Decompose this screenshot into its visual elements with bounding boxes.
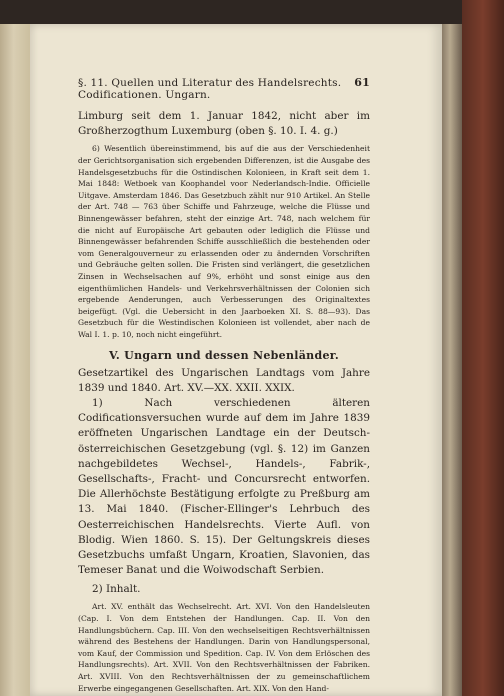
running-head (78, 76, 370, 101)
paragraph-contents-list: Art. XV. enthält das Wechselrecht. Art. XVI. Von den Handelsleuten (Cap. I. Von dem Entstehen der Handlungen. Cap. II. Von den Handlungsbüchern. Cap. III. Von den wechselseitigen Rechtsverhältnissen während des Bestehens der Handlungen. Darin von Handlungspersonal, vom Kauf, der Commission und Spedition. Cap. IV. Von dem Erlöschen des Handlungsrechts). Art. XVII. Von den Rechtsverhältnissen der Fabriken. Art. XVIII. Von den Rechtsverhältnissen der zu gemeinschaftlichem Erwerbe eingegangenen Gesellschaften. Art. XIX. Von den Hand- (78, 602, 370, 693)
paragraph-law-articles: Gesetzartikel des Ungarischen Landtags vom Jahre 1839 und 1840. Art. XV.—XX. XXII. XXIX. (78, 366, 370, 394)
page-content (78, 76, 370, 694)
page-number: 61 (354, 76, 370, 89)
paragraph-codification-history: 1) Nach verschiedenen älteren Codificationsversuchen wurde auf dem im Jahre 1839 eröffneten Ungarischen Landtage ein der Deutsch-österreichischen Gesetzgebung (vgl. §. 12) im Ganzen nachgebildetes Wechsel-, Handels-, Fabrik-, Gesellschafts-, Fracht- und Concursrecht entworfen. Die Allerhöchste Bestätigung erfolgte zu Preßburg am 13. Mai 1840. (Fischer-Ellinger's Lehrbuch des Oesterreichischen Handelsrechts. Vierte Aufl. von Blodig. Wien 1860. S. 15). Der Geltungskreis dieses Gesetzbuchs umfaßt Ungarn, Kroatien, Slavonien, das Temeser Banat und die Woiwodschaft Serbien. (78, 396, 370, 577)
paragraph-netherlands-indies: 6) Wesentlich übereinstimmend, bis auf die aus der Verschiedenheit der Gerichtsorganisation sich ergebenden Differenzen, ist die Ausgabe des Handelsgesetzbuchs für die Ostindischen Kolonieen, in Kraft seit dem 1. Mai 1848: Wetboek van Koophandel voor Nederlandsch-Indie. Officielle Uitgave. Amsterdam 1846. Das Gesetzbuch zählt nur 910 Artikel. An Stelle der Art. 748 — 763 über Schiffe und Fahrzeuge, welche die Flüsse und Binnengewässer befahren, steht der einzige Art. 748, nach welchem für die nicht auf Europäische Art gebauten oder lediglich die Flüsse und Binnengewässer befahrenden Schiffe ausschließlich die bestehenden oder vom Generalgouverneur zu erlassenden oder zu ändernden Vorschriften und Gebräuche gelten sollen. Die Fristen sind verlängert, die gesetzlichen Zinsen in Wechselsachen auf 9%, erhöht und sonst einige aus den eigenthümlichen Handels- und Verkehrsverhältnissen der Colonien sich ergebende Aenderungen, auch Verbesserungen des Originaltextes beigefügt. (Vgl. die Uebersicht in den Jaarboeken XI. S. 88—93). Das Gesetzbuch für die Westindischen Kolonieen ist vollendet, aber nach de Wal I. 1. p. 10, noch nicht eingeführt. (78, 144, 370, 339)
scan-background-top (0, 0, 462, 24)
paragraph-limburg: Limburg seit dem 1. Januar 1842, nicht aber im Großherzogthum Luxemburg (oben §. 10. I. 4. g.) (78, 110, 370, 138)
subheading-contents: 2) Inhalt. (92, 583, 141, 596)
running-head-title: §. 11. Quellen und Literatur des Handelsrechts. Codificationen. Ungarn. (78, 77, 342, 101)
book-binding (462, 0, 504, 696)
section-heading-hungary: V. Ungarn und dessen Nebenländer. (109, 348, 339, 362)
page-stack-edge (442, 24, 462, 696)
previous-page-edge (0, 24, 30, 696)
